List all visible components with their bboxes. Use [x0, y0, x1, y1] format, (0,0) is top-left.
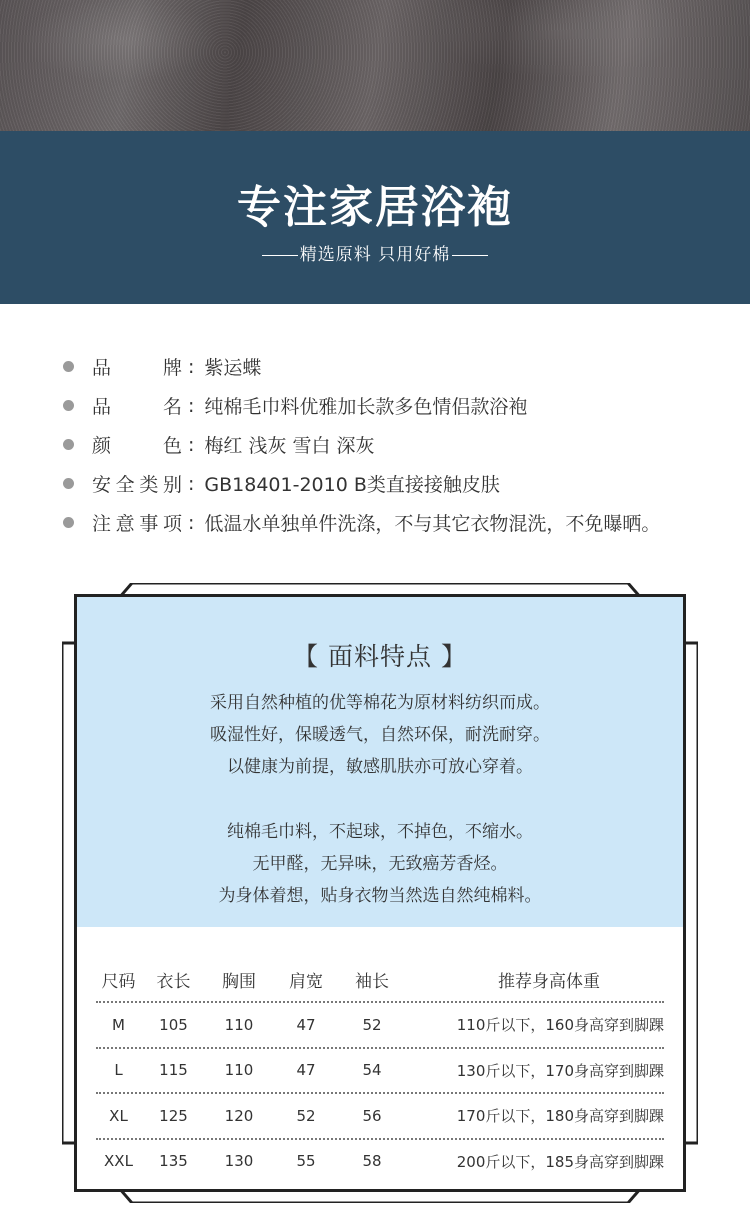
colon: : [188, 433, 195, 456]
info-row-name [63, 386, 723, 425]
fabric-title: 【 面料特点 】 [293, 642, 467, 671]
table-row [96, 1140, 664, 1184]
info-row-care [63, 503, 723, 542]
product-info-list [63, 347, 723, 542]
table-header-row [96, 957, 664, 1003]
fabric-features [77, 597, 683, 927]
info-value: 梅红 浅灰 雪白 深灰 [204, 435, 375, 457]
bullet-icon [63, 400, 74, 411]
colon: : [188, 511, 195, 534]
fabric-card [74, 594, 686, 1192]
table-cell: 135 [159, 1152, 188, 1171]
table-cell: XL [109, 1106, 128, 1125]
info-label: 注意事项 [92, 513, 182, 535]
table-cell: 120 [224, 1106, 254, 1125]
table-cell: 200斤以下，185身高穿到脚踝 [456, 1152, 664, 1171]
colon: : [188, 394, 195, 417]
size-table [96, 957, 664, 1183]
info-value: 纯棉毛巾料优雅加长款多色情侣款浴袍 [204, 396, 528, 418]
header-cell: 推荐身高体重 [498, 971, 600, 992]
table-cell: 110斤以下，160身高穿到脚踝 [456, 1016, 664, 1035]
fabric-line: 纯棉毛巾料，不起球，不掉色，不缩水。 [227, 822, 533, 842]
spacer [77, 783, 683, 816]
header-cell: 袖长 [355, 971, 389, 992]
table-cell: 130斤以下，170身高穿到脚踝 [456, 1061, 664, 1080]
table-row [96, 1049, 664, 1095]
towel-fabric-photo [0, 0, 750, 131]
table-cell: 47 [296, 1015, 316, 1034]
table-cell: 52 [296, 1106, 316, 1125]
table-cell: L [114, 1061, 123, 1080]
header-cell: 胸围 [222, 971, 256, 992]
fabric-line: 吸湿性好，保暖透气，自然环保，耐洗耐穿。 [210, 725, 550, 745]
table-cell: 56 [362, 1106, 382, 1125]
table-row [96, 1003, 664, 1049]
bullet-icon [63, 478, 74, 489]
banner-subtitle [0, 240, 750, 265]
bullet-icon [63, 439, 74, 450]
bullet-icon [63, 517, 74, 528]
table-cell: XXL [104, 1152, 133, 1171]
colon: : [188, 472, 195, 495]
header-cell: 衣长 [156, 971, 191, 992]
table-cell: 130 [224, 1152, 254, 1171]
table-cell: 110 [224, 1015, 254, 1034]
info-label: 安全类别 [92, 474, 182, 496]
header-banner [0, 131, 750, 304]
banner-subtitle-text: 精选原料 只用好棉 [299, 245, 451, 265]
info-label: 颜 色 [92, 435, 182, 457]
fabric-line: 无甲醛，无异味，无致癌芳香烃。 [252, 854, 508, 874]
table-cell: 105 [159, 1015, 188, 1034]
table-cell: 125 [159, 1106, 188, 1125]
bullet-icon [63, 361, 74, 372]
table-cell: 47 [296, 1061, 316, 1080]
table-cell: 115 [159, 1061, 188, 1080]
header-cell: 尺码 [101, 971, 136, 992]
info-value: 紫运蝶 [204, 357, 262, 379]
table-cell: 170斤以下，180身高穿到脚踝 [456, 1107, 664, 1126]
info-row-safety [63, 464, 723, 503]
colon: : [188, 355, 195, 378]
fabric-line: 为身体着想，贴身衣物当然选自然纯棉料。 [218, 886, 542, 906]
table-cell: M [112, 1015, 125, 1034]
info-value: GB18401-2010 B类直接接触皮肤 [204, 474, 500, 496]
info-row-color [63, 425, 723, 464]
fabric-line: 采用自然种植的优等棉花为原材料纺织而成。 [210, 693, 550, 713]
banner-title: 专注家居浴袍 [237, 182, 513, 233]
info-label: 品 名 [92, 396, 182, 418]
header-cell: 肩宽 [289, 971, 323, 992]
dash-right [452, 255, 488, 256]
dash-left [262, 255, 298, 256]
fabric-line: 以健康为前提，敏感肌肤亦可放心穿着。 [227, 757, 533, 777]
info-value: 低温水单独单件洗涤，不与其它衣物混洗，不免曝晒。 [204, 513, 661, 535]
info-label: 品 牌 [92, 357, 182, 379]
table-cell: 52 [362, 1015, 382, 1034]
fabric-description [77, 687, 683, 912]
table-cell: 55 [296, 1152, 316, 1171]
table-cell: 58 [362, 1152, 382, 1171]
table-cell: 54 [362, 1061, 382, 1080]
table-row [96, 1094, 664, 1140]
table-cell: 110 [224, 1061, 254, 1080]
info-row-brand [63, 347, 723, 386]
